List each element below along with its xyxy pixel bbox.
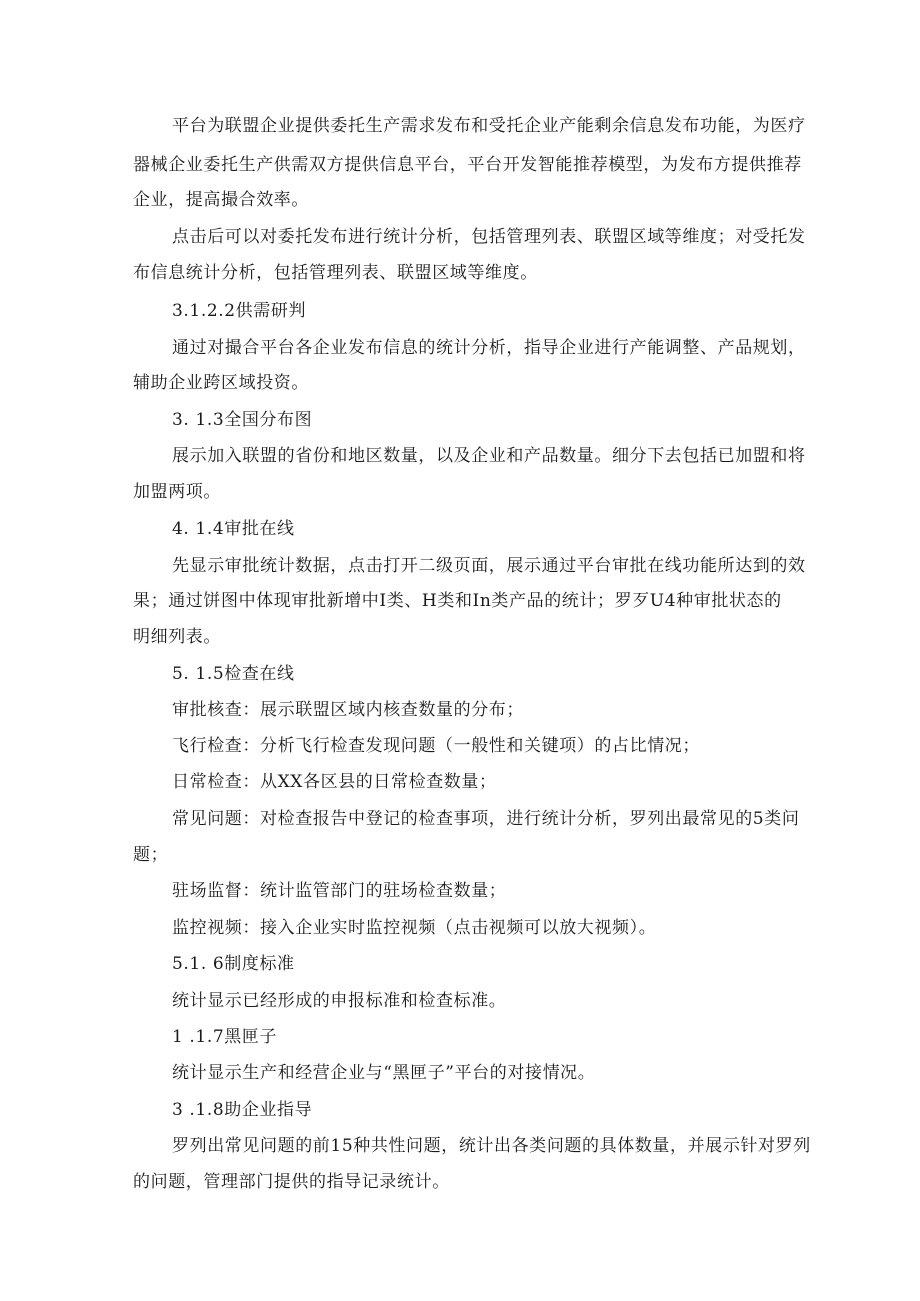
section-heading: 3. 1.3全国分布图 [172,410,313,430]
paragraph-line: 明细列表。 [133,627,221,647]
paragraph-line: 统计显示已经形成的申报标准和检查标准。 [172,991,507,1011]
section-heading: 3.1.2.2供需研判 [172,301,307,321]
paragraph-line: 辅助企业跨区域投资。 [133,373,309,393]
paragraph-line: 监控视频：接入企业实时监控视频（点击视频可以放大视频）。 [172,918,657,938]
paragraph-line: 布信息统计分析，包括管理列表、联盟区域等维度。 [133,263,538,283]
paragraph-line: 果；通过饼图中体现审批新增中I类、H类和In类产品的统计；罗歹U4种审批状态的 [133,591,782,611]
paragraph-line: 题； [133,845,169,865]
paragraph-line: 日常检查：从XX各区县的日常检查数量； [172,772,497,792]
paragraph-line: 平台为联盟企业提供委托生产需求发布和受托企业产能剩余信息发布功能，为医疗 [172,116,806,136]
paragraph-line: 器械企业委托生产供需双方提供信息平台，平台开发智能推荐模型，为发布方提供推荐 [133,155,802,175]
paragraph-line: 常见问题：对检查报告中登记的检查事项，进行统计分析，罗列出最常见的5类问 [172,809,800,829]
paragraph-line: 审批核查：展示联盟区域内核查数量的分布； [172,700,524,720]
section-heading: 3 .1.8助企业指导 [172,1100,313,1120]
section-heading: 4. 1.4审批在线 [172,519,295,539]
paragraph-line: 驻场监督：统计监管部门的驻场检查数量； [172,881,507,901]
section-heading: 5. 1.5检查在线 [172,664,295,684]
paragraph-line: 罗列出常见问题的前15种共性问题，统计出各类问题的具体数量，并展示针对罗列 [172,1136,811,1156]
paragraph-line: 展示加入联盟的省份和地区数量，以及企业和产品数量。细分下去包括已加盟和将 [172,446,806,466]
paragraph-line: 通过对撮合平台各企业发布信息的统计分析，指导企业进行产能调整、产品规划， [172,338,806,358]
paragraph-line: 点击后可以对委托发布进行统计分析，包括管理列表、联盟区域等维度；对受托发 [172,227,806,247]
paragraph-line: 统计显示生产和经营企业与“黑匣子”平台的对接情况。 [172,1063,596,1083]
paragraph-line: 先显示审批统计数据，点击打开二级页面，展示通过平台审批在线功能所达到的效 [172,556,806,576]
section-heading: 1 .1.7黑匣子 [172,1027,278,1047]
section-heading: 5.1. 6制度标准 [172,954,295,974]
paragraph-line: 企业，提高撮合效率。 [133,190,309,210]
paragraph-line: 加盟两项。 [133,482,221,502]
paragraph-line: 飞行检查：分析飞行检查发现问题（一般性和关键项）的占比情况； [172,736,700,756]
paragraph-line: 的问题，管理部门提供的指导记录统计。 [133,1172,450,1192]
